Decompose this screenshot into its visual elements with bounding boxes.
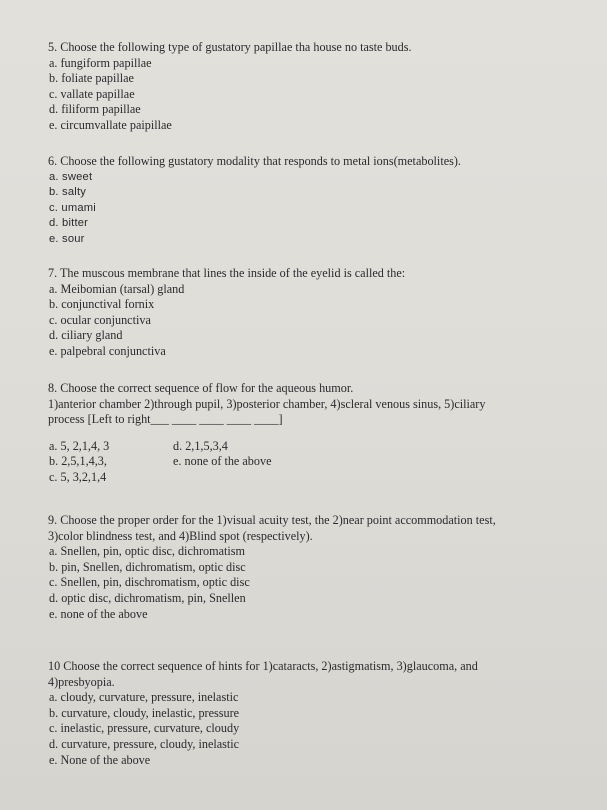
question-9 [48, 513, 588, 622]
question-9-option-e: e. none of the above [49, 606, 148, 621]
question-10-option-d: d. curvature, pressure, cloudy, inelastic [49, 736, 240, 751]
question-5-option-a: a. fungiform papillae [49, 55, 152, 70]
question-5-option-b: b. foliate papillae [49, 71, 134, 86]
question-7-option-b: b. conjunctival fornix [49, 297, 155, 312]
question-8-option-c: c. 5, 3,2,1,4 [49, 469, 107, 484]
question-7-option-c: c. ocular conjunctiva [49, 312, 151, 327]
question-9-stem-line-1: 9. Choose the proper order for the 1)visual acuity test, the 2)near point accommodation test, [48, 513, 496, 527]
question-10-option-b: b. curvature, cloudy, inelastic, pressure [49, 705, 240, 720]
question-7 [48, 266, 588, 360]
question-5 [48, 40, 588, 134]
question-8 [48, 381, 588, 487]
question-7-option-d: d. ciliary gland [49, 328, 123, 343]
question-9-option-d: d. optic disc, dichromatism, pin, Snellen [49, 590, 246, 605]
question-8-option-b: b. 2,5,1,4,3, [49, 454, 107, 469]
question-10-option-e: e. None of the above [49, 752, 151, 767]
question-5-stem: 5. Choose the following type of gustatory papillae tha house no taste buds. [48, 40, 412, 54]
question-8-option-a: a. 5, 2,1,4, 3 [49, 438, 110, 453]
question-8-stem-line-2: 1)anterior chamber 2)through pupil, 3)posterior chamber, 4)scleral venous sinus, 5)ciliary [48, 396, 486, 411]
question-10-option-a: a. cloudy, curvature, pressure, inelastic [49, 690, 239, 705]
question-6-stem: 6. Choose the following gustatory modality that responds to metal ions(metabolites). [48, 154, 461, 168]
question-5-option-e: e. circumvallate paipillae [49, 117, 172, 132]
question-8-option-d: d. 2,1,5,3,4 [173, 438, 228, 453]
question-10-option-c: c. inelastic, pressure, curvature, cloudy [49, 721, 240, 736]
question-10 [48, 659, 588, 768]
question-9-option-a: a. Snellen, pin, optic disc, dichromatism [49, 544, 245, 559]
question-6-option-e: e. sour [49, 232, 85, 245]
question-10-stem-line-1: 10 Choose the correct sequence of hints for 1)cataracts, 2)astigmatism, 3)glaucoma, and [48, 659, 478, 673]
question-6 [48, 154, 588, 248]
question-6-option-c: c. umami [49, 201, 96, 214]
question-8-stem-line-1: 8. Choose the correct sequence of flow for the aqueous humor. [48, 381, 354, 395]
question-6-option-a: a. sweet [49, 170, 93, 183]
question-8-stem-line-3: process [Left to right___ ____ ____ ____ ____] [48, 412, 283, 427]
question-6-option-d: d. bitter [49, 217, 89, 230]
question-9-option-c: c. Snellen, pin, dischromatism, optic disc [49, 575, 250, 590]
question-7-stem: 7. The muscous membrane that lines the inside of the eyelid is called the: [48, 266, 406, 280]
question-8-option-e: e. none of the above [173, 454, 272, 469]
question-7-option-e: e. palpebral conjunctiva [49, 343, 166, 358]
question-5-option-c: c. vallate papillae [49, 86, 135, 101]
question-10-stem-line-2: 4)presbyopia. [48, 674, 115, 689]
question-5-option-d: d. filiform papillae [49, 102, 141, 117]
question-9-option-b: b. pin, Snellen, dichromatism, optic disc [49, 559, 246, 574]
question-7-option-a: a. Meibomian (tarsal) gland [49, 281, 185, 296]
question-8-options [48, 439, 588, 487]
question-6-option-b: b. salty [49, 186, 87, 199]
question-9-stem-line-2: 3)color blindness test, and 4)Blind spot (respectively). [48, 528, 313, 543]
